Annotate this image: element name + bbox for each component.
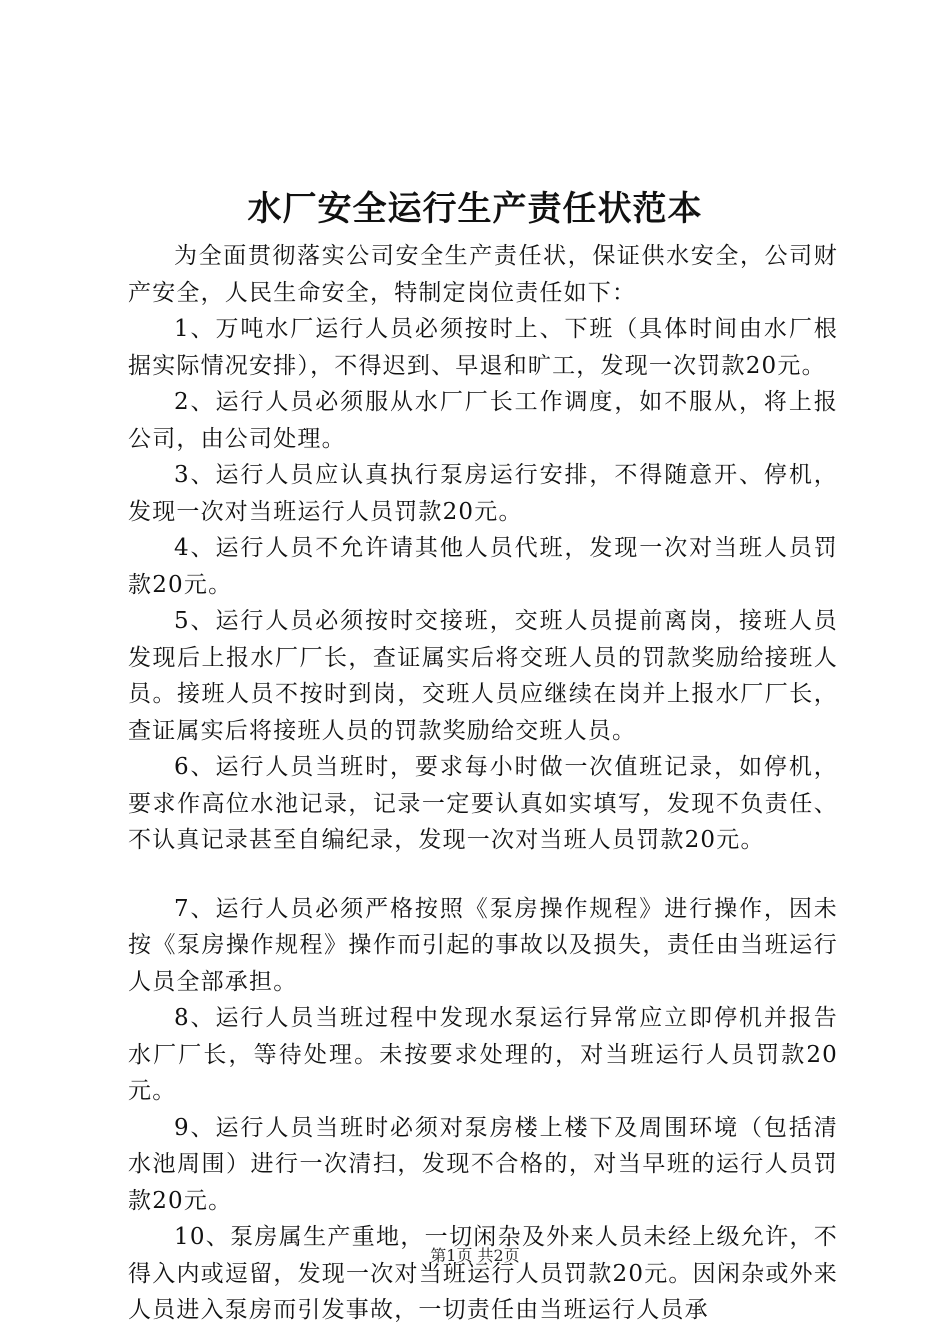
paragraph-item-6: 6、运行人员当班时，要求每小时做一次值班记录，如停机，要求作高位水池记录，记录一定要认真如实填写，发现不负责任、不认真记录甚至自编纪录，发现一次对当班人员罚款20元。 — [128, 754, 838, 853]
paragraph-item-4: 4、运行人员不允许请其他人员代班，发现一次对当班人员罚款20元。 — [128, 535, 838, 598]
paragraph-item-9: 9、运行人员当班时必须对泵房楼上楼下及周围环境（包括清水池周围）进行一次清扫，发现不合格的，对当早班的运行人员罚款20元。 — [128, 1114, 838, 1214]
paragraph-item-10: 10、泵房属生产重地，一切闲杂及外来人员未经上级允许，不得入内或逗留，发现一次对当班运行人员罚款20元。因闲杂或外来人员进入泵房而引发事故，一切责任由当班运行人员承 — [128, 1224, 838, 1323]
paragraph-intro: 为全面贯彻落实公司安全生产责任状，保证供水安全，公司财产安全，人民生命安全，特制定岗位责任如下： — [128, 243, 838, 306]
paragraph-item-2: 2、运行人员必须服从水厂厂长工作调度，如不服从，将上报公司，由公司处理。 — [128, 389, 838, 452]
document-body — [128, 238, 838, 1329]
paragraph-item-3: 3、运行人员应认真执行泵房运行安排，不得随意开、停机，发现一次对当班运行人员罚款20元。 — [128, 462, 838, 525]
paragraph-item-1: 1、万吨水厂运行人员必须按时上、下班（具体时间由水厂根据实际情况安排），不得迟到、早退和旷工，发现一次罚款20元。 — [128, 316, 838, 379]
paragraph-item-7: 7、运行人员必须严格按照《泵房操作规程》进行操作，因未按《泵房操作规程》操作而引起的事故以及损失，责任由当班运行人员全部承担。 — [128, 895, 838, 995]
paragraph-item-8: 8、运行人员当班过程中发现水泵运行异常应立即停机并报告水厂厂长，等待处理。未按要求处理的，对当班运行人员罚款20元。 — [128, 1005, 838, 1104]
document-title: 水厂安全运行生产责任状范本 — [247, 189, 703, 229]
page-footer: 第1页 共2页 — [430, 1246, 520, 1265]
paragraph-item-5: 5、运行人员必须按时交接班，交班人员提前离岗，接班人员发现后上报水厂厂长，查证属实后将交班人员的罚款奖励给接班人员。接班人员不按时到岗，交班人员应继续在岗并上报水厂厂长，查证属实后将接班人员的罚款奖励给交班人员。 — [128, 608, 838, 744]
